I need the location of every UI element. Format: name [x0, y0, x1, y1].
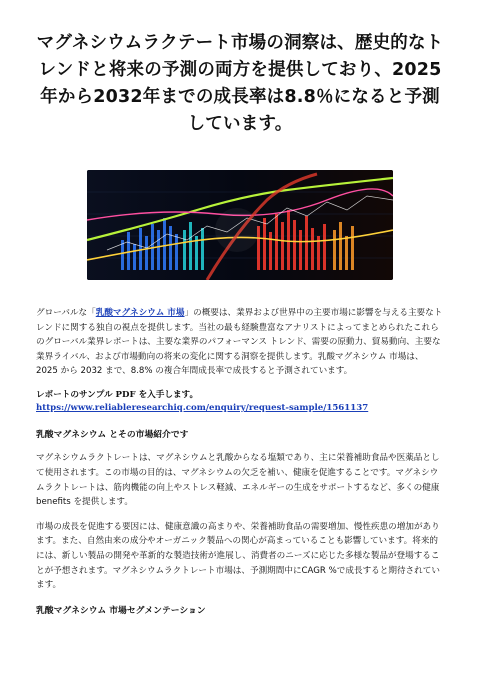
intro-body: 」の概要は、業界および世界中の主要市場に影響を与える主要なトレンドに関する独自の視点を提供します。当社の最も経験豊富なアナリストによってまとめられたこれらのグローバル業界レポートは、主要な業界のパフォーマンス トレンド、需要の原動力、貿易動向、主要な業界ライバル、および市場動向の将来の変化に関する洞察を提供します。乳酸マグネシウム 市場は、2025 から 2032 まで、8.8% の複合年間成長率で成長すると予測されています。: [36, 308, 443, 377]
financial-chart-image: [87, 170, 393, 280]
sample-label: レポートのサンプル PDF を入手します。: [36, 389, 199, 400]
section-heading-intro: 乳酸マグネシウム とその市場紹介です: [36, 430, 189, 441]
sample-pdf-line: [36, 389, 444, 415]
sample-url-link[interactable]: https://www.reliableresearchiq.com/enquiry/request-sample/1561137: [36, 403, 369, 414]
section-paragraph-2: 市場の成長を促進する要因には、健康意識の高まりや、栄養補助食品の需要増加、慢性疾患の増加があります。また、自然由来の成分やオーガニック製品への関心が高まっていることも影響しています。将来的には、新しい製品の開発や革新的な製造技術が進展し、消費者のニーズに応じた多様な製品が登場することが予想されます。マグネシウムラクトレート市場は、予測期間中にCAGR %で成長すると期待されています。: [36, 521, 440, 591]
intro-paragraph: [36, 306, 444, 379]
document-title: マグネシウムラクテート市場の洞察は、歴史的なトレンドと将来の予測の両方を提供しており、2025年から2032年までの成長率は8.8％になると予測しています。: [36, 33, 444, 134]
intro-prefix: グローバルな「: [36, 308, 96, 318]
market-link[interactable]: 乳酸マグネシウム 市場: [95, 308, 185, 318]
section-heading-segmentation: 乳酸マグネシウム 市場セグメンテーション: [36, 605, 206, 616]
section-paragraph-1: マグネシウムラクトレートは、マグネシウムと乳酸からなる塩類であり、主に栄養補助食品や医薬品として使用されます。この市場の目的は、マグネシウムの欠乏を補い、健康を促進することです。マグネシウムラクトレートは、筋肉機能の向上やストレス軽減、エネルギーの生成をサポートするなど、多くの健康 benefits を提供します。: [36, 453, 440, 508]
